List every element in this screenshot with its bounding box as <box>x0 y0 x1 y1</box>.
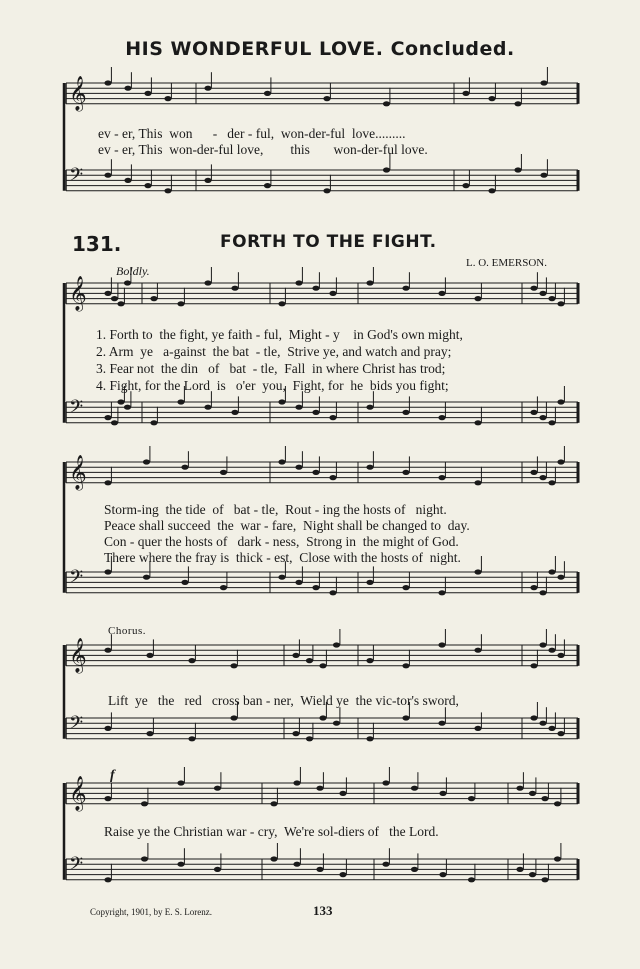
note-head <box>144 91 151 96</box>
note-head <box>312 470 319 475</box>
verse-4-part-2: There where the fray is thick - est, Close with the hosts of night. <box>104 550 461 565</box>
note-head <box>295 465 302 470</box>
note-head <box>474 296 481 301</box>
bass-clef-icon: 𝄢 <box>69 854 84 879</box>
copyright-notice: Copyright, 1901, by E. S. Lorenz. <box>90 907 212 917</box>
note-head <box>292 653 299 658</box>
note-head <box>164 188 171 193</box>
note-head <box>339 791 346 796</box>
note-head <box>366 580 373 585</box>
bass-clef-icon: 𝄢 <box>69 713 84 738</box>
note-head <box>333 642 340 647</box>
note-head <box>530 410 537 415</box>
note-head <box>230 715 237 720</box>
note-head <box>339 872 346 877</box>
note-head <box>530 715 537 720</box>
note-head <box>312 410 319 415</box>
note-head <box>150 296 157 301</box>
note-head <box>146 653 153 658</box>
note-head <box>554 856 561 861</box>
note-head <box>548 726 555 731</box>
note-head <box>270 856 277 861</box>
note-head <box>438 642 445 647</box>
note-head <box>295 580 302 585</box>
note-head <box>329 415 336 420</box>
note-head <box>329 590 336 595</box>
concluded-lyric-line-1: ev - er, This won - der - ful, won-der-ful love......... <box>98 126 406 141</box>
note-head <box>312 286 319 291</box>
note-head <box>402 286 409 291</box>
note-head <box>468 796 475 801</box>
note-head <box>312 585 319 590</box>
verse-4-part-1: 4. Fight, for the Lord is o'er you, Fight, for he bids you fight; <box>96 378 449 393</box>
note-head <box>104 726 111 731</box>
note-head <box>474 569 481 574</box>
note-head <box>146 731 153 736</box>
note-head <box>554 801 561 806</box>
note-head <box>150 420 157 425</box>
note-head <box>557 731 564 736</box>
note-head <box>438 721 445 726</box>
treble-clef-icon: 𝄞 <box>69 455 87 490</box>
note-head <box>220 470 227 475</box>
note-head <box>539 590 546 595</box>
verse-1-part-1: 1. Forth to the fight, ye faith - ful, Might - y in God's own might, <box>96 327 463 342</box>
note-head <box>124 86 131 91</box>
note-head <box>316 786 323 791</box>
note-head <box>188 736 195 741</box>
note-head <box>540 80 547 85</box>
note-head <box>104 796 111 801</box>
note-head <box>181 580 188 585</box>
note-head <box>329 475 336 480</box>
note-head <box>278 459 285 464</box>
note-head <box>306 736 313 741</box>
note-head <box>124 280 131 285</box>
note-head <box>516 867 523 872</box>
note-head <box>177 780 184 785</box>
note-head <box>439 791 446 796</box>
note-head <box>177 862 184 867</box>
note-head <box>293 780 300 785</box>
note-head <box>230 663 237 668</box>
chorus-lyric-line-2: Raise ye the Christian war - cry, We're sol-diers of the Lord. <box>104 824 439 839</box>
note-head <box>530 470 537 475</box>
note-head <box>383 101 390 106</box>
note-head <box>104 291 111 296</box>
note-head <box>539 475 546 480</box>
note-head <box>530 286 537 291</box>
note-head <box>438 291 445 296</box>
continued-title: HIS WONDERFUL LOVE. Concluded. <box>125 38 515 60</box>
note-head <box>104 877 111 882</box>
note-head <box>514 167 521 172</box>
note-head <box>557 653 564 658</box>
note-head <box>214 867 221 872</box>
note-head <box>104 480 111 485</box>
note-head <box>214 786 221 791</box>
note-head <box>104 569 111 574</box>
composer-credit: L. O. EMERSON. <box>466 257 547 269</box>
note-head <box>264 91 271 96</box>
note-head <box>231 286 238 291</box>
note-head <box>366 280 373 285</box>
note-head <box>292 731 299 736</box>
note-head <box>204 178 211 183</box>
verse-3-part-1: 3. Fear not the din of bat - tle, Fall in where Christ has trod; <box>96 361 446 376</box>
note-head <box>306 658 313 663</box>
treble-clef-icon: 𝄞 <box>69 638 87 673</box>
note-head <box>104 80 111 85</box>
note-head <box>204 280 211 285</box>
note-head <box>557 399 564 404</box>
note-head <box>141 801 148 806</box>
note-head <box>557 575 564 580</box>
concluded-lyric-line-2: ev - er, This won-der-ful love, this won-der-ful love. <box>98 142 428 157</box>
note-head <box>548 480 555 485</box>
note-head <box>516 786 523 791</box>
note-head <box>488 188 495 193</box>
note-head <box>323 188 330 193</box>
note-head <box>530 585 537 590</box>
note-head <box>264 183 271 188</box>
note-head <box>278 399 285 404</box>
note-head <box>188 658 195 663</box>
note-head <box>124 405 131 410</box>
note-head <box>557 459 564 464</box>
chorus-lyric-line-1: Lift ye the red cross ban - ner, Wield ye the vic-tor's sword, <box>108 693 459 708</box>
note-head <box>329 291 336 296</box>
note-head <box>548 648 555 653</box>
note-head <box>402 715 409 720</box>
note-head <box>270 801 277 806</box>
note-head <box>438 415 445 420</box>
note-head <box>117 399 124 404</box>
note-head <box>366 465 373 470</box>
note-head <box>402 410 409 415</box>
note-head <box>474 648 481 653</box>
note-head <box>438 590 445 595</box>
note-head <box>539 721 546 726</box>
note-head <box>366 658 373 663</box>
note-head <box>111 296 118 301</box>
note-head <box>366 736 373 741</box>
note-head <box>295 405 302 410</box>
note-head <box>316 867 323 872</box>
verse-1-part-2: Storm-ing the tide of bat - tle, Rout - ing the hosts of night. <box>104 502 447 517</box>
note-head <box>530 663 537 668</box>
note-head <box>539 642 546 647</box>
note-head <box>411 786 418 791</box>
page-number: 133 <box>313 903 333 918</box>
bass-clef-icon: 𝄢 <box>69 165 84 190</box>
note-head <box>529 791 536 796</box>
note-head <box>181 465 188 470</box>
note-head <box>220 585 227 590</box>
note-head <box>293 862 300 867</box>
hymn-number: 131. <box>72 232 122 256</box>
note-head <box>557 301 564 306</box>
note-head <box>295 280 302 285</box>
note-head <box>204 405 211 410</box>
note-head <box>141 856 148 861</box>
hymn-title: FORTH TO THE FIGHT. <box>220 232 437 252</box>
note-head <box>323 96 330 101</box>
note-head <box>177 399 184 404</box>
note-head <box>474 480 481 485</box>
note-head <box>540 173 547 178</box>
note-head <box>548 296 555 301</box>
note-head <box>104 173 111 178</box>
verse-3-part-2: Con - quer the hosts of dark - ness, Strong in the might of God. <box>104 534 459 549</box>
note-head <box>539 415 546 420</box>
note-head <box>402 585 409 590</box>
note-head <box>204 86 211 91</box>
verse-2-part-1: 2. Arm ye a-gainst the bat - tle, Strive ye, and watch and pray; <box>96 344 452 359</box>
note-head <box>111 420 118 425</box>
note-head <box>474 726 481 731</box>
treble-clef-icon: 𝄞 <box>69 276 87 311</box>
chorus-label: Chorus. <box>108 625 147 637</box>
note-head <box>462 183 469 188</box>
note-head <box>438 475 445 480</box>
note-head <box>366 405 373 410</box>
note-head <box>124 178 131 183</box>
note-head <box>278 575 285 580</box>
note-head <box>231 410 238 415</box>
note-head <box>548 569 555 574</box>
tempo-marking: Boldly. <box>116 264 150 278</box>
note-head <box>382 862 389 867</box>
note-head <box>319 663 326 668</box>
note-head <box>541 877 548 882</box>
note-head <box>468 877 475 882</box>
treble-clef-icon: 𝄞 <box>69 776 87 811</box>
note-head <box>514 101 521 106</box>
note-head <box>541 796 548 801</box>
note-head <box>333 721 340 726</box>
note-head <box>117 301 124 306</box>
note-head <box>144 183 151 188</box>
note-head <box>488 96 495 101</box>
verse-2-part-2: Peace shall succeed the war - fare, Night shall be changed to day. <box>104 518 470 533</box>
note-head <box>164 96 171 101</box>
dynamic-marking: f <box>110 768 115 783</box>
note-head <box>474 420 481 425</box>
note-head <box>383 167 390 172</box>
note-head <box>439 872 446 877</box>
bass-clef-icon: 𝄢 <box>69 397 84 422</box>
note-head <box>539 291 546 296</box>
note-head <box>143 459 150 464</box>
note-head <box>411 867 418 872</box>
note-head <box>104 415 111 420</box>
bass-clef-icon: 𝄢 <box>69 567 84 592</box>
note-head <box>402 663 409 668</box>
note-head <box>462 91 469 96</box>
note-head <box>278 301 285 306</box>
note-head <box>382 780 389 785</box>
note-head <box>177 301 184 306</box>
note-head <box>529 872 536 877</box>
note-head <box>104 648 111 653</box>
note-head <box>402 470 409 475</box>
note-head <box>143 575 150 580</box>
treble-clef-icon: 𝄞 <box>69 76 87 111</box>
note-head <box>319 715 326 720</box>
note-head <box>548 420 555 425</box>
